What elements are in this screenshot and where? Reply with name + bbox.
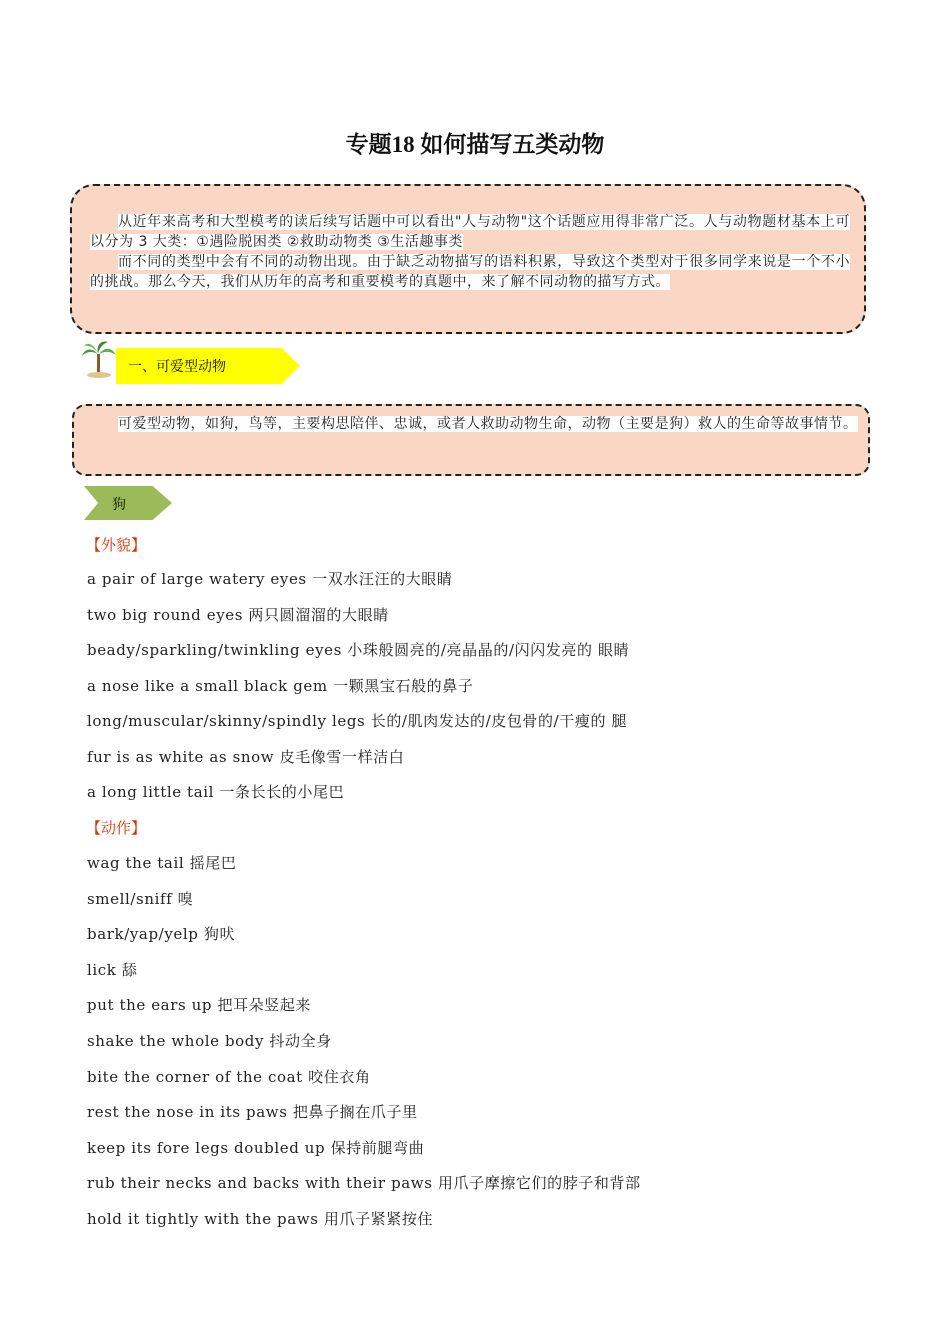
action-phrase: smell/sniff 嗅: [87, 890, 194, 908]
action-heading: 【动作】: [86, 819, 147, 837]
dog-banner: [84, 486, 172, 520]
action-phrase: keep its fore legs doubled up 保持前腿弯曲: [87, 1139, 425, 1157]
appearance-phrase: long/muscular/skinny/spindly legs 长的/肌肉发达的/皮包骨的/干瘦的 腿: [87, 712, 628, 730]
cute-intro-paragraph: 可爱型动物，如狗，鸟等，主要构思陪伴、忠诚，或者人救助动物生命，动物（主要是狗）救人的生命等故事情节。: [118, 416, 858, 432]
dog-heading: 狗: [112, 497, 126, 513]
intro-box: [70, 184, 866, 334]
section-heading: 一、可爱型动物: [128, 359, 226, 375]
appearance-phrase: a pair of large watery eyes 一双水汪汪的大眼睛: [87, 570, 453, 588]
appearance-phrase: beady/sparkling/twinkling eyes 小珠般圆亮的/亮晶晶的/闪闪发亮的 眼睛: [87, 641, 630, 659]
intro-text: [90, 212, 850, 292]
action-phrase: lick 舔: [87, 961, 138, 979]
action-phrase: wag the tail 摇尾巴: [87, 854, 237, 872]
appearance-phrase: a long little tail 一条长长的小尾巴: [87, 783, 345, 801]
action-phrase: hold it tightly with the paws 用爪子紧紧按住: [87, 1210, 434, 1228]
action-phrase: shake the whole body 抖动全身: [87, 1032, 332, 1050]
appearance-phrase: fur is as white as snow 皮毛像雪一样洁白: [87, 748, 405, 766]
cute-intro-box: [72, 404, 870, 476]
page-title: 专题18 如何描写五类动物: [345, 132, 605, 157]
appearance-heading: 【外貌】: [86, 536, 147, 554]
action-phrase: put the ears up 把耳朵竖起来: [87, 996, 312, 1014]
cute-intro-text: [90, 414, 858, 434]
palm-tree-icon: [82, 340, 116, 378]
intro-paragraph-2: 而不同的类型中会有不同的动物出现。由于缺乏动物描写的语料积累，导致这个类型对于很多同学来说是一个不小的挑战。那么今天，我们从历年的高考和重要模考的真题中，来了解不同动物的描写方式。: [90, 254, 850, 290]
action-phrase: rub their necks and backs with their paws 用爪子摩擦它们的脖子和背部: [87, 1174, 641, 1192]
appearance-phrase: two big round eyes 两只圆溜溜的大眼睛: [87, 606, 389, 624]
appearance-phrase: a nose like a small black gem 一颗黑宝石般的鼻子: [87, 677, 474, 695]
action-phrase: rest the nose in its paws 把鼻子搁在爪子里: [87, 1103, 418, 1121]
action-phrase: bite the corner of the coat 咬住衣角: [87, 1068, 371, 1086]
intro-paragraph-1: 从近年来高考和大型模考的读后续写话题中可以看出"人与动物"这个话题应用得非常广泛。人与动物题材基本上可以分为 3 大类：①遇险脱困类 ②救助动物类 ③生活趣事类: [90, 214, 850, 250]
action-phrase: bark/yap/yelp 狗吠: [87, 925, 236, 943]
